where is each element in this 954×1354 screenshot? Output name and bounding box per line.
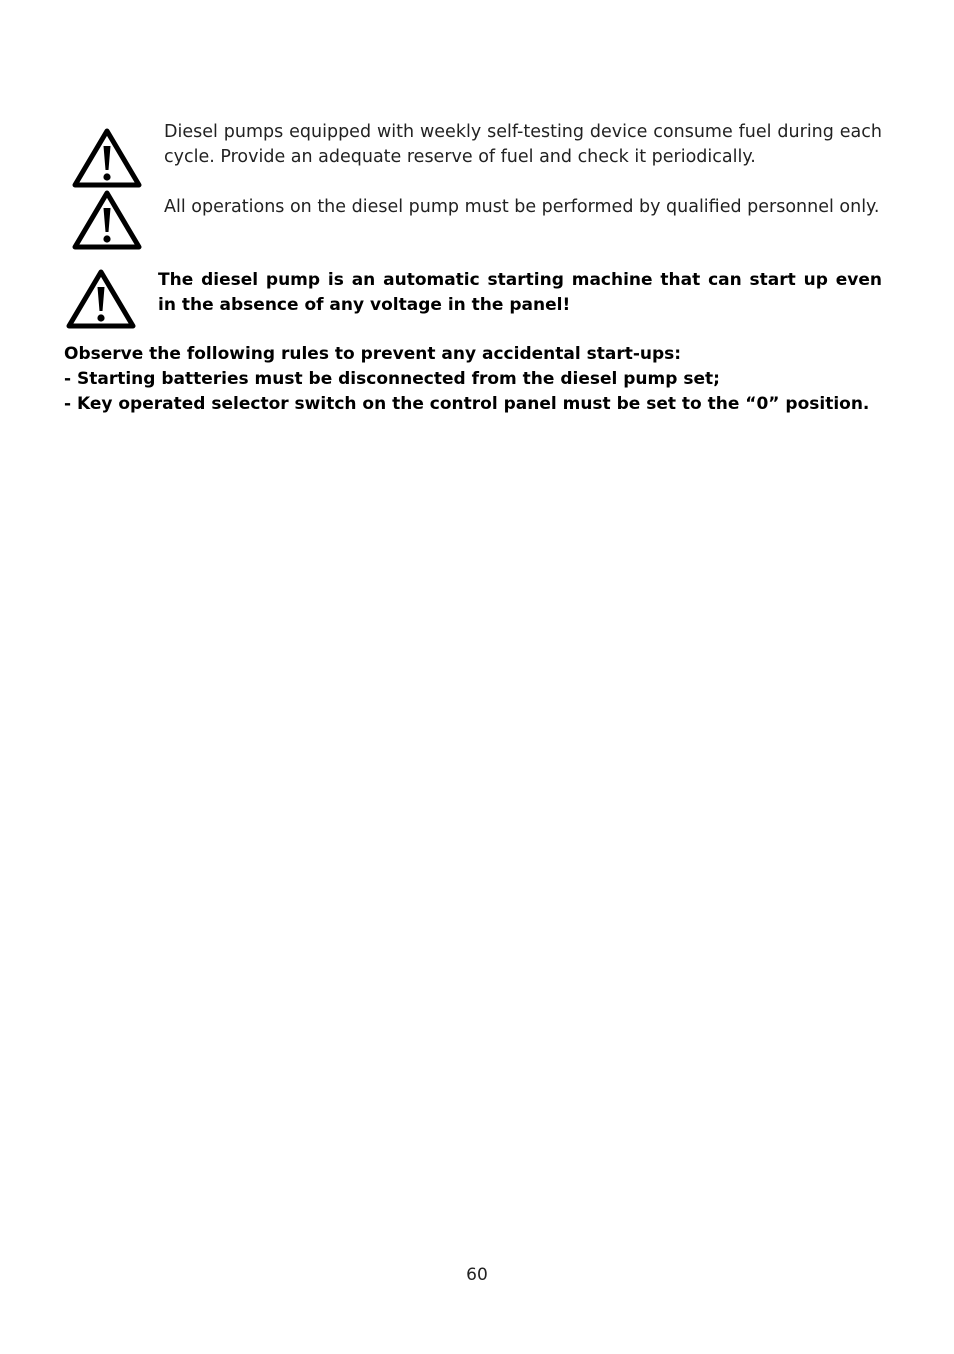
warning-triangle-icon [71,188,143,252]
warning-paragraph-fuel-reserve: Diesel pumps equipped with weekly self-testing device consume fuel during each cycle. Provide an adequate reserve of fuel and check it periodically. [164,122,882,167]
rules-intro: Observe the following rules to prevent any accidental start-ups: [64,344,682,364]
warning-paragraph-automatic-start: The diesel pump is an automatic starting machine that can start up even in the absence of any voltage in the panel! [158,270,882,315]
warning-triangle-icon [65,267,137,331]
warning-triangle-icon [71,126,143,190]
rule-item: - Starting batteries must be disconnected from the diesel pump set; [64,369,720,389]
start-up-rules [64,342,894,417]
warning-paragraph-qualified-personnel: All operations on the diesel pump must be performed by qualified personnel only. [164,197,880,217]
page-number: 60 [466,1265,488,1285]
rule-item: - Key operated selector switch on the control panel must be set to the “0” position. [64,394,870,414]
